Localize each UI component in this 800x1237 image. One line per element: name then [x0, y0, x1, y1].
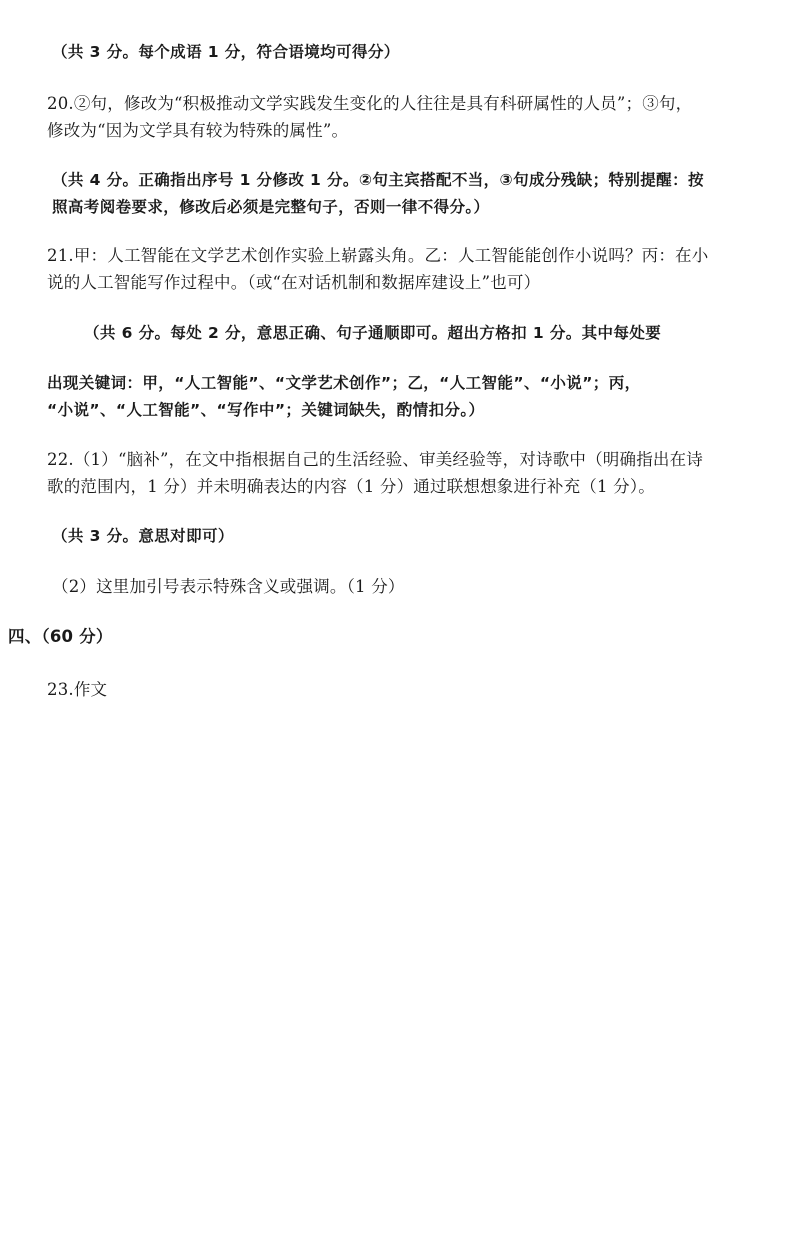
q19-score-note: （共 3 分。每个成语 1 分，符合语境均可得分）: [52, 43, 400, 61]
q22-part2-answer: （2）这里加引号表示特殊含义或强调。（1 分）: [52, 577, 405, 596]
q20-score-line-1: （共 4 分。正确指出序号 1 分修改 1 分。②句主宾搭配不当，③句成分残缺；特别提醒：按: [52, 171, 704, 189]
q20-score-line-2: 照高考阅卷要求，修改后必须是完整句子，否则一律不得分。）: [52, 198, 490, 216]
q22-part1-score: （共 3 分。意思对即可）: [52, 527, 234, 545]
q23-essay-label: 23.作文: [47, 680, 108, 699]
q21-answer-line-2: 说的人工智能写作过程中。（或“在对话机制和数据库建设上”也可）: [47, 273, 541, 292]
q21-score-line-3: “小说”、“人工智能”、“写作中”；关键词缺失，酌情扣分。）: [47, 401, 485, 419]
q20-answer-line-2: 修改为“因为文学具有较为特殊的属性”。: [47, 121, 349, 140]
section-four-heading: 四、（60 分）: [8, 627, 113, 646]
q21-score-line-1: （共 6 分。每处 2 分，意思正确、句子通顺即可。超出方格扣 1 分。其中每处要: [84, 324, 662, 342]
q20-answer-line-1: 20.②句，修改为“积极推动文学实践发生变化的人往往是具有科研属性的人员”；③句，: [47, 94, 693, 113]
q21-score-line-2: 出现关键词：甲，“人工智能”、“文学艺术创作”；乙，“人工智能”、“小说”；丙，: [47, 374, 641, 392]
q22-part1-line-1: 22.（1）“脑补”，在文中指根据自己的生活经验、审美经验等，对诗歌中（明确指出在诗: [47, 450, 704, 469]
q22-part1-line-2: 歌的范围内，1 分）并未明确表达的内容（1 分）通过联想想象进行补充（1 分）。: [47, 477, 655, 496]
q21-answer-line-1: 21.甲：人工智能在文学艺术创作实验上崭露头角。乙：人工智能能创作小说吗？丙：在小: [47, 246, 709, 265]
